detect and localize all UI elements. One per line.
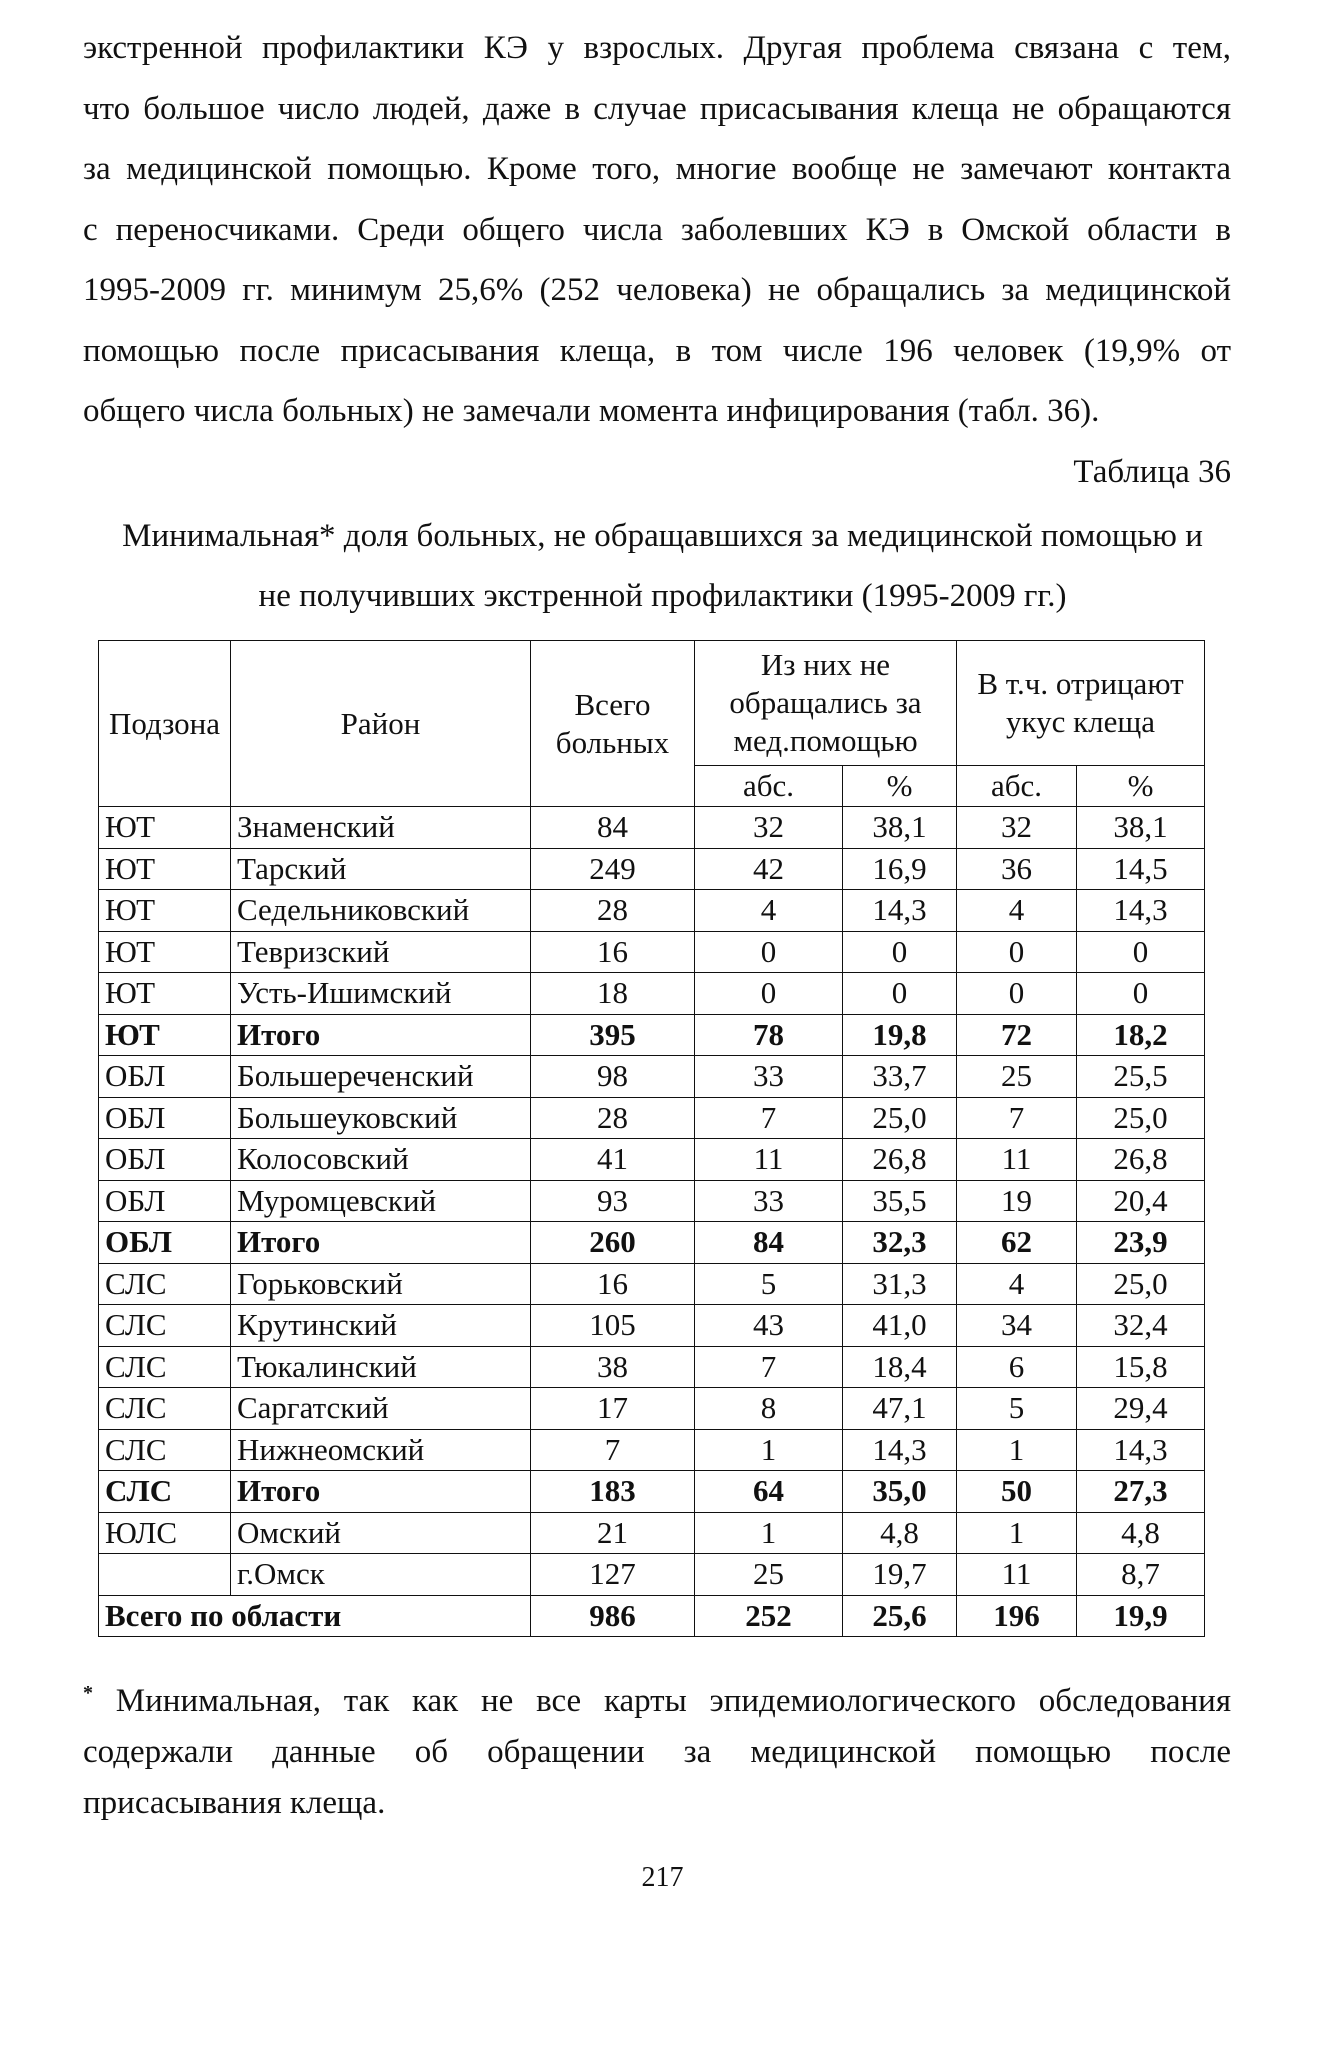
cell-district: Нижнеомский (231, 1429, 531, 1471)
table-row (99, 931, 1205, 973)
cell-total: 38 (531, 1346, 695, 1388)
table-body (99, 807, 1205, 1596)
table-total-row (99, 1595, 1205, 1637)
cell-not-applied-abs: 4 (695, 890, 843, 932)
cell-deny-bite-abs: 50 (957, 1471, 1077, 1513)
cell-deny-bite-abs: 0 (957, 931, 1077, 973)
cell-deny-bite-abs: 34 (957, 1305, 1077, 1347)
cell-total: 16 (531, 931, 695, 973)
cell-zone: ЮТ (99, 931, 231, 973)
cell-deny-bite-pct: 26,8 (1077, 1139, 1205, 1181)
table-row (99, 1346, 1205, 1388)
cell-zone: ОБЛ (99, 1139, 231, 1181)
cell-deny-bite-pct: 25,0 (1077, 1263, 1205, 1305)
cell-not-applied-abs: 7 (695, 1097, 843, 1139)
cell-zone: ОБЛ (99, 1056, 231, 1098)
cell-not-applied-abs: 84 (695, 1222, 843, 1264)
cell-not-applied-pct: 26,8 (843, 1139, 957, 1181)
cell-deny-bite-abs: 11 (957, 1554, 1077, 1596)
cell-not-applied-pct: 4,8 (843, 1512, 957, 1554)
cell-not-applied-abs: 8 (695, 1388, 843, 1430)
cell-deny-bite-abs: 72 (957, 1014, 1077, 1056)
table-label: Таблица 36 (1073, 454, 1231, 490)
cell-district: Тарский (231, 848, 531, 890)
cell-zone: СЛС (99, 1471, 231, 1513)
cell-district: Колосовский (231, 1139, 531, 1181)
cell-zone: СЛС (99, 1346, 231, 1388)
table-row (99, 1429, 1205, 1471)
paragraph-line: за медицинской помощью. Кроме того, многие вообще не замечают контакта (83, 151, 1231, 187)
cell-total: 183 (531, 1471, 695, 1513)
cell-not-applied-abs: 64 (695, 1471, 843, 1513)
table-row (99, 807, 1205, 849)
cell-zone: ОБЛ (99, 1097, 231, 1139)
cell-district: Горьковский (231, 1263, 531, 1305)
cell-not-applied-pct: 25,6 (843, 1595, 957, 1637)
cell-zone: ЮТ (99, 807, 231, 849)
cell-not-applied-pct: 47,1 (843, 1388, 957, 1430)
cell-deny-bite-abs: 0 (957, 973, 1077, 1015)
cell-district: Муромцевский (231, 1180, 531, 1222)
cell-district: Саргатский (231, 1388, 531, 1430)
cell-district: Итого (231, 1222, 531, 1264)
cell-zone: СЛС (99, 1429, 231, 1471)
cell-deny-bite-abs: 1 (957, 1429, 1077, 1471)
cell-deny-bite-pct: 25,5 (1077, 1056, 1205, 1098)
cell-not-applied-pct: 41,0 (843, 1305, 957, 1347)
footnote-text: Минимальная, так как не все карты эпидемиологического обследования (115, 1683, 1232, 1719)
cell-not-applied-pct: 0 (843, 931, 957, 973)
table-row (99, 1014, 1205, 1056)
table-row (99, 1056, 1205, 1098)
cell-not-applied-abs: 43 (695, 1305, 843, 1347)
cell-deny-bite-abs: 1 (957, 1512, 1077, 1554)
cell-not-applied-pct: 35,0 (843, 1471, 957, 1513)
footnote (83, 1668, 1231, 1829)
cell-district: Омский (231, 1512, 531, 1554)
cell-zone: СЛС (99, 1305, 231, 1347)
cell-district: Тевризский (231, 931, 531, 973)
cell-district: Итого (231, 1014, 531, 1056)
header-not-applied: Из них не обращались за мед.помощью (695, 641, 957, 766)
cell-deny-bite-abs: 4 (957, 890, 1077, 932)
table-row (99, 890, 1205, 932)
paragraph-line: экстренной профилактики КЭ у взрослых. Другая проблема связана с тем, (83, 30, 1231, 66)
header-zone: Подзона (99, 641, 231, 807)
cell-district: Тюкалинский (231, 1346, 531, 1388)
cell-total: 16 (531, 1263, 695, 1305)
cell-district: Большеуковский (231, 1097, 531, 1139)
cell-not-applied-pct: 33,7 (843, 1056, 957, 1098)
cell-total: 18 (531, 973, 695, 1015)
header-abs: абс. (695, 766, 843, 807)
header-deny-bite: В т.ч. отрицают укус клеща (957, 641, 1205, 766)
cell-total: 249 (531, 848, 695, 890)
cell-district: г.Омск (231, 1554, 531, 1596)
cell-zone (99, 1554, 231, 1596)
footnote-line (83, 1668, 1231, 1727)
cell-deny-bite-pct: 18,2 (1077, 1014, 1205, 1056)
cell-zone: СЛС (99, 1263, 231, 1305)
cell-deny-bite-abs: 36 (957, 848, 1077, 890)
cell-not-applied-pct: 0 (843, 973, 957, 1015)
cell-not-applied-abs: 11 (695, 1139, 843, 1181)
cell-deny-bite-abs: 19 (957, 1180, 1077, 1222)
cell-deny-bite-pct: 0 (1077, 931, 1205, 973)
table-row (99, 1222, 1205, 1264)
cell-not-applied-abs: 7 (695, 1346, 843, 1388)
table-caption (60, 506, 1265, 626)
cell-not-applied-pct: 19,8 (843, 1014, 957, 1056)
cell-total: 98 (531, 1056, 695, 1098)
cell-deny-bite-pct: 15,8 (1077, 1346, 1205, 1388)
cell-not-applied-pct: 18,4 (843, 1346, 957, 1388)
header-pct: % (1077, 766, 1205, 807)
footnote-line: присасывания клеща. (83, 1785, 386, 1821)
table-row (99, 1388, 1205, 1430)
cell-total: 28 (531, 890, 695, 932)
table-row (99, 1097, 1205, 1139)
cell-not-applied-abs: 1 (695, 1512, 843, 1554)
cell-district: Усть-Ишимский (231, 973, 531, 1015)
paragraph-line: общего числа больных) не замечали момента инфицирования (табл. 36). (83, 393, 1100, 429)
header-pct: % (843, 766, 957, 807)
table-header (99, 641, 1205, 807)
header-abs: абс. (957, 766, 1077, 807)
cell-deny-bite-abs: 4 (957, 1263, 1077, 1305)
page-number: 217 (641, 1862, 684, 1893)
cell-deny-bite-abs: 196 (957, 1595, 1077, 1637)
table-row (99, 1512, 1205, 1554)
footnote-line: содержали данные об обращении за медицинской помощью после (83, 1734, 1231, 1770)
cell-deny-bite-abs: 62 (957, 1222, 1077, 1264)
cell-zone: ЮТ (99, 973, 231, 1015)
cell-not-applied-pct: 14,3 (843, 1429, 957, 1471)
cell-not-applied-pct: 31,3 (843, 1263, 957, 1305)
cell-total: 41 (531, 1139, 695, 1181)
cell-deny-bite-pct: 8,7 (1077, 1554, 1205, 1596)
cell-deny-bite-abs: 7 (957, 1097, 1077, 1139)
cell-total: 105 (531, 1305, 695, 1347)
table-caption-line: Минимальная* доля больных, не обращавшихся за медицинской помощью и (122, 518, 1203, 554)
cell-zone: ЮТ (99, 1014, 231, 1056)
cell-not-applied-pct: 14,3 (843, 890, 957, 932)
paragraph-line: помощью после присасывания клеща, в том числе 196 человек (19,9% от (83, 332, 1231, 369)
cell-district: Большереченский (231, 1056, 531, 1098)
footnote-mark: * (83, 1682, 93, 1704)
table-row (99, 1305, 1205, 1347)
cell-deny-bite-abs: 11 (957, 1139, 1077, 1181)
cell-not-applied-abs: 33 (695, 1056, 843, 1098)
cell-not-applied-abs: 32 (695, 807, 843, 849)
cell-not-applied-abs: 78 (695, 1014, 843, 1056)
cell-not-applied-pct: 16,9 (843, 848, 957, 890)
cell-deny-bite-pct: 14,3 (1077, 890, 1205, 932)
cell-not-applied-abs: 1 (695, 1429, 843, 1471)
body-paragraph (83, 18, 1231, 442)
cell-not-applied-pct: 35,5 (843, 1180, 957, 1222)
cell-total: 21 (531, 1512, 695, 1554)
cell-total: 395 (531, 1014, 695, 1056)
cell-deny-bite-abs: 6 (957, 1346, 1077, 1388)
cell-not-applied-pct: 32,3 (843, 1222, 957, 1264)
cell-deny-bite-pct: 23,9 (1077, 1222, 1205, 1264)
cell-total: 84 (531, 807, 695, 849)
cell-total: 7 (531, 1429, 695, 1471)
cell-deny-bite-abs: 5 (957, 1388, 1077, 1430)
cell-zone: ЮТ (99, 848, 231, 890)
table-row (99, 1139, 1205, 1181)
cell-not-applied-pct: 25,0 (843, 1097, 957, 1139)
cell-deny-bite-abs: 25 (957, 1056, 1077, 1098)
cell-not-applied-abs: 252 (695, 1595, 843, 1637)
cell-district: Крутинский (231, 1305, 531, 1347)
cell-district: Итого (231, 1471, 531, 1513)
cell-deny-bite-pct: 32,4 (1077, 1305, 1205, 1347)
table-row (99, 1263, 1205, 1305)
cell-deny-bite-pct: 29,4 (1077, 1388, 1205, 1430)
cell-district: Знаменский (231, 807, 531, 849)
cell-not-applied-abs: 33 (695, 1180, 843, 1222)
cell-total: 127 (531, 1554, 695, 1596)
table-caption-line: не получивших экстренной профилактики (1995-2009 гг.) (258, 578, 1067, 614)
cell-deny-bite-abs: 32 (957, 807, 1077, 849)
cell-zone: ЮЛС (99, 1512, 231, 1554)
paragraph-line: с переносчиками. Среди общего числа заболевших КЭ в Омской области в (83, 211, 1231, 248)
cell-deny-bite-pct: 4,8 (1077, 1512, 1205, 1554)
table-row (99, 848, 1205, 890)
total-label: Всего по области (99, 1595, 531, 1637)
cell-zone: ОБЛ (99, 1222, 231, 1264)
cell-deny-bite-pct: 14,5 (1077, 848, 1205, 890)
cell-deny-bite-pct: 19,9 (1077, 1595, 1205, 1637)
cell-not-applied-pct: 38,1 (843, 807, 957, 849)
paragraph-line: что большое число людей, даже в случае присасывания клеща не обращаются (83, 90, 1231, 127)
cell-not-applied-abs: 25 (695, 1554, 843, 1596)
cell-deny-bite-pct: 25,0 (1077, 1097, 1205, 1139)
cell-zone: ОБЛ (99, 1180, 231, 1222)
table-row (99, 1180, 1205, 1222)
cell-district: Седельниковский (231, 890, 531, 932)
header-district: Район (231, 641, 531, 807)
cell-total: 986 (531, 1595, 695, 1637)
cell-deny-bite-pct: 38,1 (1077, 807, 1205, 849)
cell-total: 260 (531, 1222, 695, 1264)
cell-not-applied-pct: 19,7 (843, 1554, 957, 1596)
cell-deny-bite-pct: 20,4 (1077, 1180, 1205, 1222)
cell-not-applied-abs: 5 (695, 1263, 843, 1305)
cell-deny-bite-pct: 14,3 (1077, 1429, 1205, 1471)
cell-deny-bite-pct: 27,3 (1077, 1471, 1205, 1513)
cell-total: 28 (531, 1097, 695, 1139)
cell-not-applied-abs: 42 (695, 848, 843, 890)
cell-total: 93 (531, 1180, 695, 1222)
cell-deny-bite-pct: 0 (1077, 973, 1205, 1015)
header-total: Всего больных (531, 641, 695, 807)
table-footer (99, 1595, 1205, 1637)
data-table (98, 640, 1205, 1637)
table-row (99, 973, 1205, 1015)
paragraph-line: 1995-2009 гг. минимум 25,6% (252 человека) не обращались за медицинской (83, 272, 1231, 308)
cell-zone: ЮТ (99, 890, 231, 932)
table-row (99, 1471, 1205, 1513)
cell-zone: СЛС (99, 1388, 231, 1430)
table-row (99, 1554, 1205, 1596)
cell-not-applied-abs: 0 (695, 973, 843, 1015)
cell-total: 17 (531, 1388, 695, 1430)
cell-not-applied-abs: 0 (695, 931, 843, 973)
